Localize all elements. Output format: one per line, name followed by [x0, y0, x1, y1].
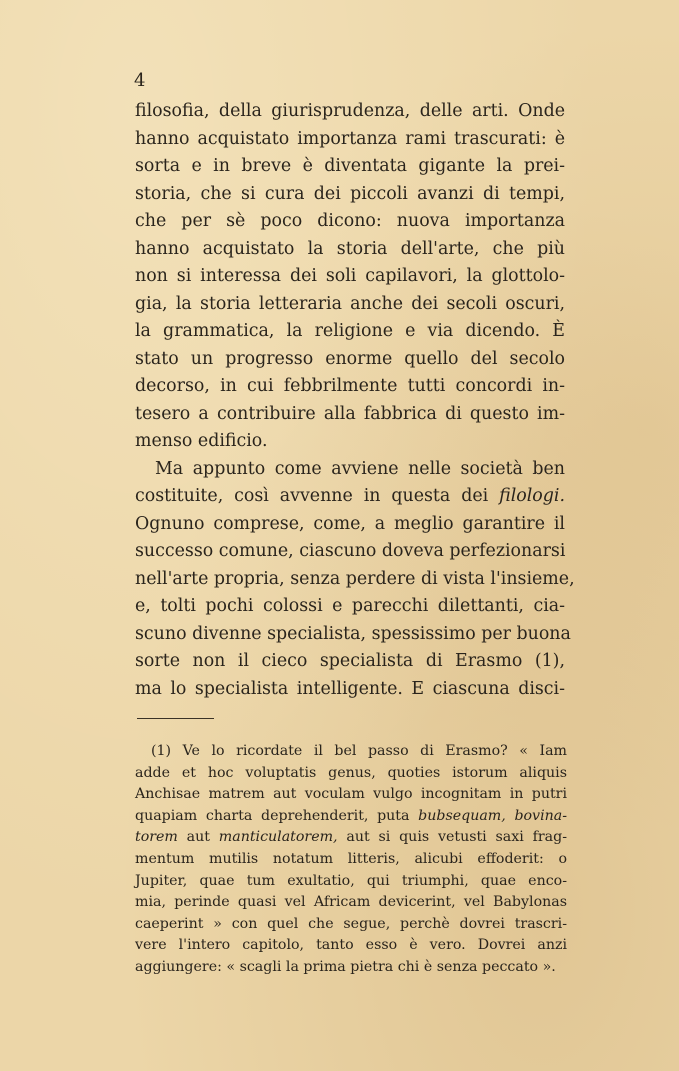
page-number: 4	[134, 70, 146, 91]
text-line: successo comune, ciascuno doveva perfezionarsi	[135, 541, 566, 561]
footnote-line: mia, perinde quasi vel Africam devicerint, vel Babylonas	[135, 894, 567, 911]
footnote-line: mentum mutilis notatum litteris, alicubi effoderit: o	[135, 850, 567, 867]
footnote-line	[135, 806, 567, 828]
footnote-line: Jupiter, quae tum exultatio, qui triumphi, quae enco-	[135, 872, 567, 889]
text-segment: quapiam charta deprehenderit, puta	[135, 807, 419, 824]
footnote-line: (1) Ve lo ricordate il bel passo di Erasmo? « Iam	[151, 743, 567, 759]
text-line: ma lo specialista intelligente. E ciascuna disci-	[135, 678, 565, 699]
text-line	[135, 483, 565, 511]
footnote-line: Anchisae matrem aut voculam vulgo incognitam in putri	[135, 786, 567, 803]
italic-word: manticulatorem,	[218, 829, 338, 846]
text-line: e, tolti pochi colossi e parecchi dilettanti, cia-	[135, 596, 565, 616]
text-line: non si interessa dei soli capilavori, la glottolo-	[135, 266, 565, 286]
text-segment: costituite, così avvenne in questa dei	[135, 486, 500, 506]
footnote-line: adde et hoc voluptatis genus, quoties istorum aliquis	[135, 764, 567, 781]
text-line: hanno acquistato importanza rami trascurati: è	[135, 128, 565, 149]
text-line: la grammatica, la religione e via dicendo. È	[135, 321, 565, 341]
footnote-line: caeperint » con quel che segue, perchè dovrei trascri-	[135, 915, 567, 932]
text-line: filosofia, della giurisprudenza, delle arti. Onde	[135, 101, 565, 121]
text-line: decorso, in cui febbrilmente tutti concordi in-	[135, 376, 565, 396]
italic-word: torem	[135, 829, 178, 846]
text-line: tesero a contribuire alla fabbrica di questo im-	[135, 403, 565, 424]
text-segment: aut	[177, 829, 219, 846]
italic-word: bubsequam,	[418, 807, 506, 824]
footnote-separator	[137, 718, 214, 719]
main-text	[135, 98, 575, 703]
footnote-line: aggiungere: « scagli la prima pietra chi è senza peccato ».	[135, 958, 556, 975]
text-line: sorte non il cieco specialista di Erasmo (1),	[135, 651, 565, 671]
text-line: stato un progresso enorme quello del secolo	[135, 348, 565, 369]
text-segment: aut si quis vetusti saxi frag-	[337, 829, 567, 846]
text-line: Ognuno comprese, come, a meglio garantire il	[135, 513, 565, 534]
italic-word: bovina-	[514, 807, 568, 824]
text-line: scuno divenne specialista, spessissimo per buona	[135, 623, 571, 644]
text-line: menso edificio.	[135, 431, 268, 451]
text-line: storia, che si cura dei piccoli avanzi di tempi,	[135, 183, 565, 204]
footnote-line	[135, 827, 567, 849]
text-line: gia, la storia letteraria anche dei secoli oscuri,	[135, 293, 565, 314]
footnote-line: vere l'intero capitolo, tanto esso è vero. Dovrei anzi	[135, 937, 567, 954]
italic-word: filologi.	[499, 486, 565, 506]
text-line: Ma appunto come avviene nelle società ben	[155, 458, 565, 479]
text-line: che per sè poco dicono: nuova importanza	[135, 211, 565, 231]
text-line: sorta e in breve è diventata gigante la prei-	[135, 156, 565, 176]
text-line: hanno acquistato la storia dell'arte, che più	[135, 238, 565, 259]
footnote	[135, 741, 567, 979]
text-line: nell'arte propria, senza perdere di vista l'insieme,	[135, 568, 575, 589]
